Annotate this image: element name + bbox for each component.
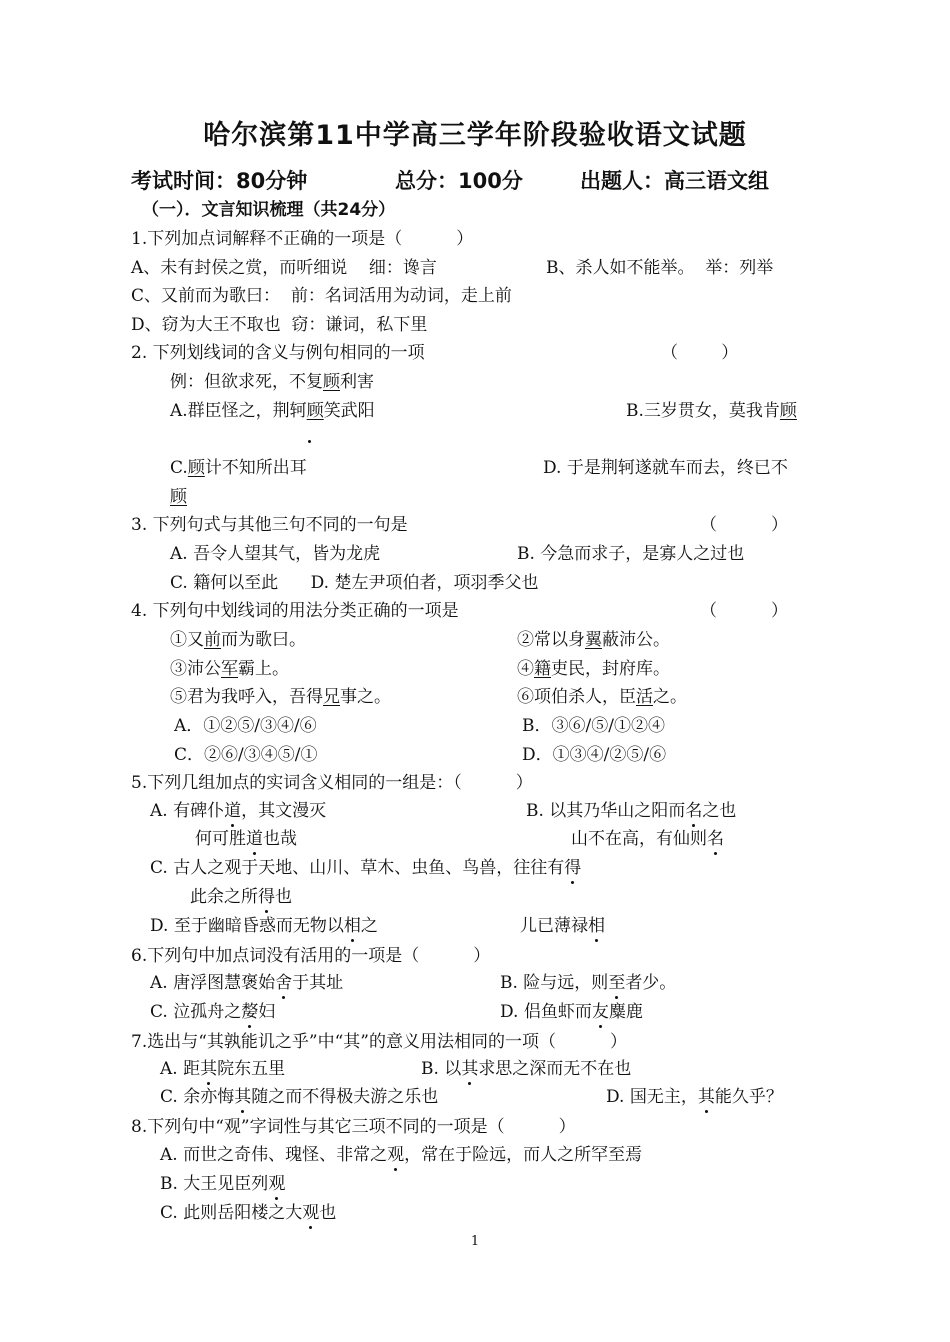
- question-5-option-d-pair: 儿已薄禄相: [520, 916, 605, 936]
- question-4-item-6: ⑥项伯杀人，臣活之。: [517, 687, 687, 707]
- question-2-answer-paren: （ ）: [661, 343, 739, 363]
- question-6-stem: 6.下列句中加点词没有活用的一项是（ ）: [131, 946, 491, 966]
- question-8-stem: 8.下列句中“观”字词性与其它三项不同的一项是（ ）: [131, 1117, 576, 1137]
- question-5-option-c-line1: C. 古人之观于天地、山川、草木、虫鱼、鸟兽，往往有得: [150, 858, 582, 878]
- question-2-stem: 2. 下列划线词的含义与例句相同的一项: [131, 343, 425, 363]
- question-1-option-a: A、未有封侯之赏，而听细说 细：谗言: [131, 258, 437, 278]
- question-2-example: 例：但欲求死，不复顾利害: [170, 372, 374, 392]
- question-8-option-a: A. 而世之奇伟、瑰怪、非常之观，常在于险远，而人之所罕至焉: [160, 1145, 643, 1165]
- question-5-stem: 5.下列几组加点的实词含义相同的一组是：（ ）: [131, 773, 533, 793]
- question-1-stem: 1.下列加点词解释不正确的一项是（ ）: [131, 229, 474, 249]
- question-3-options-cd: C. 籍何以至此 D. 楚左尹项伯者，项羽季父也: [170, 573, 539, 593]
- question-2-option-c: C.顾计不知所出耳: [170, 458, 307, 478]
- question-5-option-b-line1: B. 以其乃华山之阳而名之也: [526, 801, 737, 821]
- question-4-item-5: ⑤君为我呼入，吾得兄事之。: [170, 687, 391, 707]
- page-number: 1: [470, 1234, 480, 1249]
- question-5-option-c-line2: 此余之所得也: [190, 887, 292, 907]
- question-4-item-2: ②常以身翼蔽沛公。: [517, 630, 670, 650]
- stray-dot: [308, 440, 311, 443]
- question-5-option-a-line1: A. 有碑仆道，其文漫灭: [150, 801, 327, 821]
- question-6-option-d: D. 侣鱼虾而友麋鹿: [500, 1002, 643, 1022]
- section-heading: （一）．文言知识梳理（共24分）: [142, 200, 396, 220]
- question-4-option-a: A．①②⑤/③④/⑥: [174, 716, 317, 736]
- question-3-option-a: A. 吾令人望其气，皆为龙虎: [170, 544, 381, 564]
- question-5-option-a-line2: 何可胜道也哉: [195, 829, 297, 849]
- question-4-stem: 4. 下列句中划线词的用法分类正确的一项是: [131, 601, 459, 621]
- question-3-option-b: B. 今急而求子，是寡人之过也: [517, 544, 745, 564]
- question-5-option-b-line2: 山不在高，有仙则名: [571, 829, 724, 849]
- question-6-option-c: C. 泣孤舟之嫠妇: [150, 1002, 276, 1022]
- question-4-item-1: ①又前而为歌曰。: [170, 630, 306, 650]
- question-7-option-c: C. 余亦悔其随之而不得极夫游之乐也: [160, 1087, 439, 1107]
- question-7-option-d: D. 国无主，其能久乎？: [606, 1087, 783, 1107]
- question-4-option-b: B．③⑥/⑤/①②④: [522, 716, 665, 736]
- question-2-option-b: B.三岁贯女，莫我肯顾: [626, 401, 797, 421]
- question-4-answer-paren: （ ）: [700, 601, 789, 621]
- exam-total-score: 总分：100分: [395, 169, 523, 193]
- exam-time: 考试时间：80分钟: [131, 169, 308, 193]
- question-3-answer-paren: （ ）: [700, 515, 789, 535]
- question-6-option-b: B. 险与远，则至者少。: [500, 973, 677, 993]
- question-2-option-d: D. 于是荆轲遂就车而去，终已不: [543, 458, 788, 478]
- question-4-option-c: C．②⑥/③④⑤/①: [174, 745, 318, 765]
- question-1-option-b: B、杀人如不能举。 举：列举: [546, 258, 774, 278]
- question-1-option-d: D、窃为大王不取也 窃：谦词，私下里: [131, 315, 428, 335]
- question-1-option-c: C、又前而为歌曰： 前：名词活用为动词，走上前: [131, 286, 512, 306]
- question-7-option-a: A. 距其院东五里: [160, 1059, 286, 1079]
- question-4-option-d: D．①③④/②⑤/⑥: [522, 745, 667, 765]
- question-2-option-d-wrap: 顾: [170, 487, 187, 507]
- question-6-option-a: A. 唐浮图慧褒始舍于其址: [150, 973, 344, 993]
- question-4-item-4: ④籍吏民，封府库。: [517, 659, 670, 679]
- question-5-option-d: D. 至于幽暗昏惑而无物以相之: [150, 916, 378, 936]
- question-4-item-3: ③沛公军霸上。: [170, 659, 289, 679]
- page-title: 哈尔滨第11中学高三学年阶段验收语文试题: [203, 120, 747, 151]
- question-8-option-b: B. 大王见臣列观: [160, 1174, 286, 1194]
- question-7-option-b: B. 以其求思之深而无不在也: [421, 1059, 632, 1079]
- question-3-stem: 3. 下列句式与其他三句不同的一句是: [131, 515, 408, 535]
- question-8-option-c: C. 此则岳阳楼之大观也: [160, 1203, 337, 1223]
- question-7-stem: 7.选出与“其孰能讥之乎”中“其”的意义用法相同的一项（ ）: [131, 1032, 628, 1052]
- exam-author: 出题人：高三语文组: [580, 169, 769, 193]
- question-2-option-a: A.群臣怪之，荆轲顾笑武阳: [170, 401, 375, 421]
